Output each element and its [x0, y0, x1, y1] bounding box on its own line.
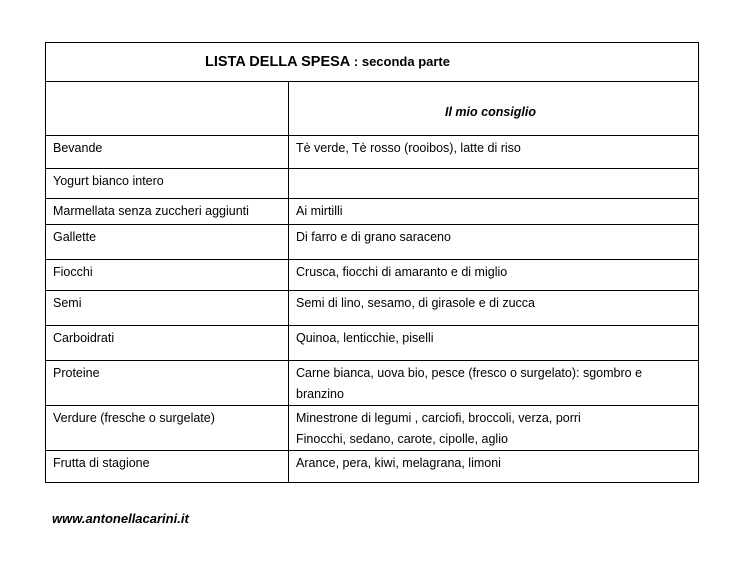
- title-cell: [46, 43, 699, 82]
- title-subtitle: : seconda parte: [350, 54, 450, 69]
- item-cell: Marmellata senza zuccheri aggiunti: [46, 199, 289, 225]
- title-main: LISTA DELLA SPESA: [205, 54, 351, 70]
- item-cell: Frutta di stagione: [46, 451, 289, 483]
- table-row: [46, 169, 699, 199]
- item-cell: Carboidrati: [46, 326, 289, 361]
- table-title: [46, 43, 698, 72]
- table-row: [46, 136, 699, 169]
- advice-cell: Di farro e di grano saraceno: [289, 225, 699, 260]
- item-cell: Semi: [46, 291, 289, 326]
- advice-cell: Quinoa, lenticchie, piselli: [289, 326, 699, 361]
- table-row: [46, 260, 699, 291]
- header-cell-advice: [289, 82, 699, 136]
- advice-cell: [289, 169, 699, 199]
- advice-line: Finocchi, sedano, carote, cipolle, aglio: [296, 432, 508, 446]
- advice-cell: Carne bianca, uova bio, pesce (fresco o surgelato): sgombro e branzino: [289, 361, 699, 406]
- advice-cell: Crusca, fiocchi di amaranto e di miglio: [289, 260, 699, 291]
- item-cell: Proteine: [46, 361, 289, 406]
- shopping-list-table: [45, 42, 699, 483]
- advice-cell: [289, 406, 699, 451]
- table-row: [46, 225, 699, 260]
- advice-column-heading: Il mio consiglio: [445, 105, 536, 119]
- item-cell: Bevande: [46, 136, 289, 169]
- item-cell: Yogurt bianco intero: [46, 169, 289, 199]
- advice-cell: Ai mirtilli: [289, 199, 699, 225]
- advice-cell: Tè verde, Tè rosso (rooibos), latte di riso: [289, 136, 699, 169]
- table-row: [46, 199, 699, 225]
- item-cell: Fiocchi: [46, 260, 289, 291]
- table-row: [46, 361, 699, 406]
- header-cell-item: [46, 82, 289, 136]
- table-row: [46, 406, 699, 451]
- table-row: [46, 326, 699, 361]
- advice-line: Minestrone di legumi , carciofi, broccoli, verza, porri: [296, 411, 581, 425]
- header-row: [46, 82, 699, 136]
- table-row: [46, 451, 699, 483]
- website-url: www.antonellacarini.it: [52, 511, 189, 526]
- item-cell: Gallette: [46, 225, 289, 260]
- advice-cell: Arance, pera, kiwi, melagrana, limoni: [289, 451, 699, 483]
- table-row: [46, 291, 699, 326]
- item-cell: Verdure (fresche o surgelate): [46, 406, 289, 451]
- title-row: [46, 43, 699, 82]
- advice-cell: Semi di lino, sesamo, di girasole e di zucca: [289, 291, 699, 326]
